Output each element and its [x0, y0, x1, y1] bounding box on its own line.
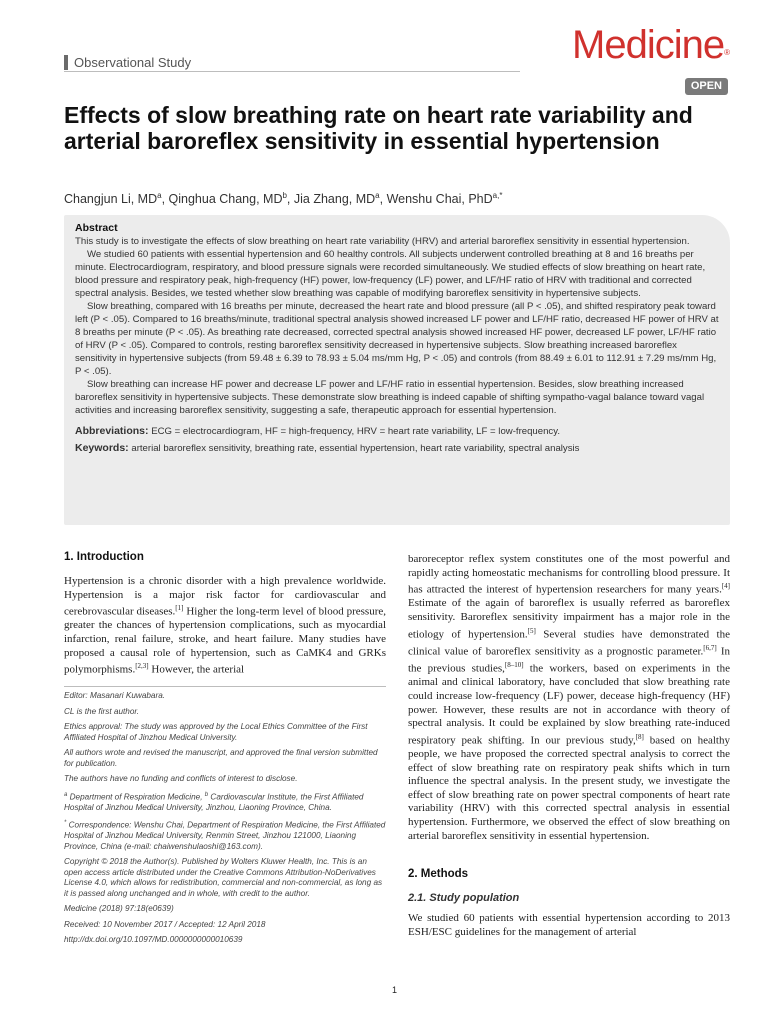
contributions-note: All authors wrote and revised the manuscript, and approved the final version submitted for publication.: [64, 748, 378, 768]
text-run: baroreceptor reflex system constitutes one of the most powerful and rapidly acting homeostatic mechanisms for controlling blood pressure. It has attracted the interest of hypertension researchers for many years.: [408, 553, 730, 596]
study-population-text: We studied 60 patients with essential hypertension according to 2013 ESH/ESC guidelines for the management of arterial: [408, 912, 730, 938]
author-name[interactable]: Changjun Li, MD: [64, 192, 158, 207]
article-type-label: Observational Study: [64, 55, 191, 70]
study-population-heading: 2.1. Study population: [408, 892, 520, 905]
author-affiliation-mark: a: [375, 191, 380, 200]
keywords-text: arterial baroreflex sensitivity, breathing rate, essential hypertension, heart rate variability, spectral analysis: [131, 443, 580, 454]
abbreviations: [75, 425, 719, 438]
open-access-badge: OPEN: [685, 78, 728, 95]
correspondence-note: [64, 818, 386, 852]
citation-link[interactable]: [4]: [721, 582, 730, 591]
journal-name: Medicine: [572, 23, 725, 67]
funding-note: The authors have no funding and conflicts of interest to disclose.: [64, 774, 298, 783]
article-title: Effects of slow breathing rate on heart rate variability and arterial baroreflex sensitivity in essential hypertension: [64, 102, 693, 154]
author-affiliation-mark: b: [282, 191, 287, 200]
text-run: the workers, based on experiments in the animal and clinical laboratory, have concluded that slow breathing rate could increase low-frequency (LF) power, decease high-frequency (HF) power. However, these results are not in accordance with theory of spectral analysis. It could be explained by slow breathing rate-induced respiratory peak shifting. In our previous study,: [408, 662, 730, 747]
keywords: [75, 442, 719, 455]
text-run: Estimate of the again of baroreflex is usually referred as baroreflex sensitivity. Baroreflex sensitivity impairment has a major role in the etiology of hypertension.: [408, 597, 730, 641]
header-divider: [64, 71, 520, 72]
affiliation-a: Department of Respiration Medicine,: [67, 792, 205, 802]
introduction-continued-text: [408, 553, 730, 843]
affiliation-mark: a: [64, 791, 68, 798]
author-affiliation-mark: a,*: [492, 191, 503, 200]
author-list: Changjun Li, $MD^a$, Qinghua Chang, $MD^b$, Jia Zhang, $MD^a$, Wenshu Chai, PhD$^{a,*}$: [64, 191, 503, 207]
text-run: Higher the long-term level of blood pressure, greater the chances of hypertension complications, such as myocardial infarction, renal failure, stroke, and heart failure. Many studies have proposed a causal role of hypertension, such as CaMK4 and GRKs polymorphisms.: [64, 605, 386, 676]
text-run: Hypertension is a chronic disorder with a high prevalence worldwide. Hypertension is a major risk factor for cardiovascular and cerebrovascular diseases.: [64, 575, 386, 618]
text-run: In the previous studies,: [408, 645, 730, 675]
abstract-box: [64, 215, 730, 525]
methods-heading: 2. Methods: [408, 868, 469, 881]
abstract-paragraph: Slow breathing can increase HF power and decrease LF power and LF/HF ratio in essential hypertension. Besides, slow breathing increased baroreflex sensitivity in hypertensive subjects. These demonstrate slow breathing is indeed capable of shifting sympatho-vagal balance toward vagal activities and increasing baroreflex sensitivity, suggesting a safe, therapeutic approach for essential hypertension.: [75, 379, 705, 416]
keywords-label: Keywords:: [75, 442, 129, 454]
left-column: [64, 550, 386, 677]
journal-logo[interactable]: [572, 22, 730, 68]
abstract-paragraph: We studied 60 patients with essential hypertension and 60 healthy controls. All subjects underwent controlled breathing at 8 and 16 breaths per minute. Electrocardiogram, respiratory, and blood pressure signals were recorded simultaneously. We studied effects of slow breathing on heart rate, blood pressure and respiratory peak, high-frequency (HF) power, low-frequency (LF) power, and LF/HF ratio of HRV with traditional and corrected spectral analysis. Besides, we tested whether slow breathing was capable of modifying baroreflex sensitivity in hypertensive subjects.: [75, 249, 706, 299]
citation-link[interactable]: [8]: [635, 732, 644, 741]
abbreviations-label: Abbreviations:: [75, 425, 149, 437]
affiliation-b: Cardiovascular Institute, the First Affiliated Hospital of Jinzhou Medical University, Jinzhou, Liaoning Province, China.: [64, 792, 364, 812]
correspondence-text: Correspondence: Wenshu Chai, Department of Respiration Medicine, the First Affiliated Hospital of Jinzhou Medical University, Renmin Street, Jinzhou 121000, Liaoning Province, China (e-mail: chaiwenshulaoshi@163.com).: [64, 820, 386, 851]
citation-link[interactable]: [8–10]: [504, 661, 524, 670]
author-name[interactable]: Jia Zhang, MD: [293, 192, 376, 207]
citation-note: Medicine (2018) 97:18(e0639): [64, 904, 174, 914]
abbreviations-text: ECG = electrocardiogram, HF = high-frequency, HRV = heart rate variability, LF = low-frequency.: [151, 426, 560, 437]
right-column: [408, 553, 730, 939]
introduction-heading: 1. Introduction: [64, 551, 144, 563]
page-number: 1: [392, 985, 398, 995]
author-name[interactable]: Qinghua Chang, MD: [168, 192, 283, 207]
text-run: However, the arterial: [148, 663, 245, 676]
dates-note: Received: 10 November 2017 / Accepted: 12 April 2018: [64, 919, 266, 929]
abstract-paragraph: Slow breathing, compared with 16 breaths per minute, decreased the heart rate and blood pressure (all P < .05), and shifted respiratory peak toward left (P < .05). Compared to 16 breaths/minute, traditional spectral analysis showed increased LF power and LF/HF ratio, decreased HF power of HRV at 8 breaths per minute (P < .05). As breathing rate decreased, corrected spectral analysis showed increased HF power, decreased LF power, LF/HF ratio of HRV (P < .05). Compared to controls, resting baroreflex sensitivity decreased in hypertensive subjects. Slow breathing increased baroreflex sensitivity in hypertensive subjects (from 59.48 ± 6.39 to 78.93 ± 5.04 ms/mm Hg, P < .05) and controls (from 88.49 ± 6.01 to 112.91 ± 7.29 ms/mm Hg, P < .05).: [75, 301, 719, 377]
author-name[interactable]: Wenshu Chai, PhD: [386, 192, 493, 207]
affiliations-note: [64, 790, 386, 814]
text-run: Several studies have demonstrated the clinical value of baroreflex sensitivity as a prognostic parameter.: [408, 628, 730, 658]
footnotes: [64, 691, 386, 951]
author-affiliation-mark: a: [157, 191, 162, 200]
doi-link[interactable]: http://dx.doi.org/10.1097/MD.0000000000010639: [64, 935, 243, 945]
citation-link[interactable]: [1]: [175, 604, 184, 613]
citation-link[interactable]: [6,7]: [703, 643, 717, 652]
registered-mark: ®: [724, 48, 730, 57]
ethics-note: Ethics approval: The study was approved by the Local Ethics Committee of the First Affiliated Hospital of Jinzhou Medical University.: [64, 722, 368, 742]
affiliation-mark: b: [204, 791, 209, 798]
citation-link[interactable]: [5]: [527, 626, 536, 635]
footnotes-divider: [64, 686, 386, 687]
abstract-paragraph: This study is to investigate the effects of slow breathing on heart rate variability (HRV) and arterial baroreflex sensitivity in essential hypertension.: [75, 236, 690, 247]
citation-link[interactable]: [2,3]: [135, 662, 149, 671]
abstract-heading: Abstract: [75, 222, 118, 234]
copyright-note: Copyright © 2018 the Author(s). Published by Wolters Kluwer Health, Inc. This is an open access article distributed under the Creative Commons Attribution-NoDerivatives License 4.0, which allows for redistribution, commercial and non-commercial, as long as it is passed along unchanged and in whole, with credit to the author.: [64, 857, 383, 898]
journal-header: [64, 23, 730, 92]
editor-note: Editor: Masanari Kuwabara.: [64, 691, 166, 700]
introduction-text: [64, 575, 386, 677]
text-run: based on healthy people, we have proposed the corrected spectral analysis to correct the effect of slow breathing rate on respiratory peak shifts which in turn influence the spectral analysis. In the present study, we investigate the effect of slow breathing rate on power spectral components of heart rate variability (HRV) with this corrected spectral analysis in essential hypertension. Furthermore, we observed the effect of slow breathing on arterial baroreflex sensitivity in essential hypertension.: [408, 734, 730, 842]
first-author-note: CL is the first author.: [64, 706, 140, 716]
correspondence-mark: *: [64, 820, 67, 827]
